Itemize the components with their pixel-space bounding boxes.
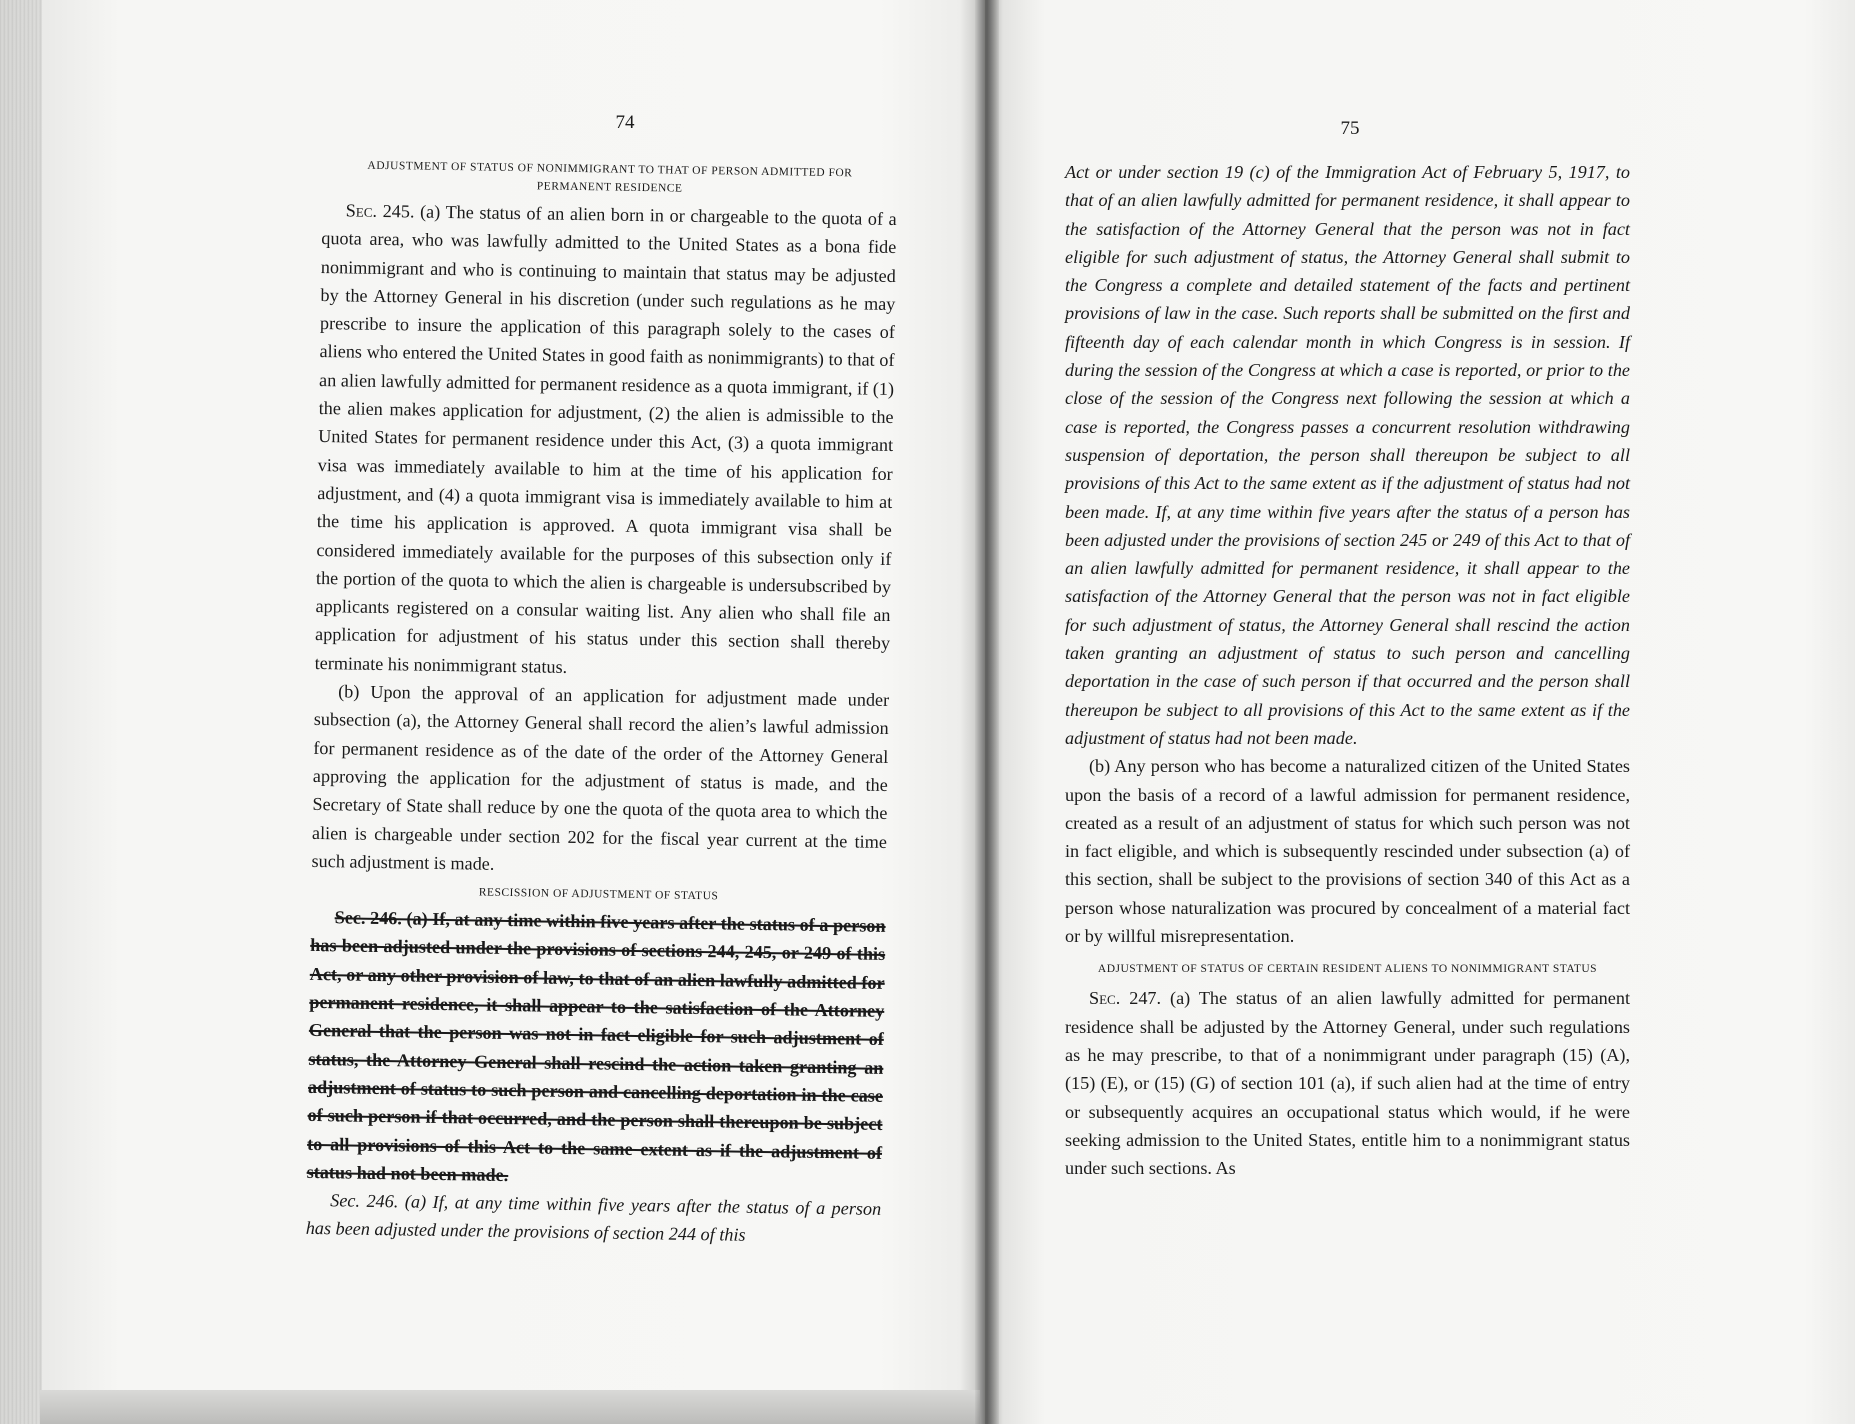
page-number-left: 74 xyxy=(615,112,635,133)
book-gutter xyxy=(975,0,999,1424)
sec-246-b: (b) Any person who has become a naturalized citizen of the United States upon the basis of a record of a lawful admission for permanent residence, created as a result of an adjustment of status for which such person was not in fact eligible, and which is subsequently rescinded under subsection (a) of this section, shall be subject to the provisions of section 340 of this Act as a person whose naturalization was procured by concealment of a material fact or by willful misrepresentation. xyxy=(1065,756,1630,947)
page-edges xyxy=(0,0,42,1424)
sec-label: Sec. xyxy=(1089,988,1121,1009)
sec-label: Sec. xyxy=(345,200,378,221)
sec-245-b: (b) Upon the approval of an application for adjustment made under subsection (a), the Attorney General shall record the alien’s lawful admission for permanent residence as of the date of the order of the Attorney General approving the application for the adjustment of status is made, and the Secretary of State shall reduce by one the quota of the quota area to which the alien is chargeable under section 202 for the fiscal year current at the time such adjustment is made. xyxy=(311,681,890,874)
sec-246-continued: Act or under section 19 (c) of the Immigration Act of February 5, 1917, to that of an alien lawfully admitted for permanent residence, it shall appear to the satisfaction of the Attorney General that the person was not in fact eligible for such adjustment of status, the Attorney General shall submit to the Congress a complete and detailed statement of the facts and pertinent provisions of law in the case. Such reports shall be submitted on the first and fifteenth day of each calendar month in which Congress is in session. If during the session of the Congress at which a case is reported, or prior to the close of the session of the Congress next following the session at which a case is reported, the Congress passes a concurrent resolution withdrawing suspension of deportation, the person shall thereupon be subject to all provisions of this Act to the same extent as if the adjustment of status had not been made. If, at any time within five years after the status of a person has been adjusted under the provisions of section 245 or 249 of this Act to that of an alien lawfully admitted for permanent residence, it shall appear to the satisfaction of the Attorney General that the person was not in fact eligible for such adjustment of status, the Attorney General shall rescind the action taken granting an adjustment of status to such person and cancelling deportation in the case of such person if that occurred and the person shall thereupon be subject to all provisions of this Act to the same extent as if the adjustment of status had not been made. xyxy=(1065,162,1630,748)
left-page-text xyxy=(305,159,897,1252)
page-number-right: 75 xyxy=(1340,118,1360,139)
sec-246-new-text: Sec. 246. (a) If, at any time within five years after the status of a person has been adjusted under the provisions of section 244 of this xyxy=(305,1190,882,1246)
sec-245-a xyxy=(314,196,896,686)
section-heading-246: RESCISSION OF ADJUSTMENT OF STATUS xyxy=(478,886,719,903)
sec-246-struck-text: Sec. 246. (a) If, at any time within five years after the status of a person has been adjusted under the provisions of sections 244, 245, or 249 of this Act, or any other provision of law, to that of an alien lawfully admitted for permanent residence, it shall appear to the satisfaction of the Attorney General that the person was not in fact eligible for such adjustment of status, the Attorney General shall rescind the action taken granting an adjustment of status to such person and cancelling deportation in the case of such person if that occurred, and the person shall thereupon be subject to all provisions of this Act to the same extent as if the adjustment of status had not been made. xyxy=(306,907,886,1185)
sec-247-a xyxy=(1065,984,1630,1182)
sec-245-a-text: 245. (a) The status of an alien born in or chargeable to the quota of a quota area, who was lawfully admitted to the United States as a bona fide nonimmigrant and who is continuing to maintain that status may be adjusted by the Attorney General in his discretion (under such regulations as he may prescribe to insure the application of this paragraph solely to the cases of aliens who entered the United States in good faith as nonimmigrants) to that of an alien lawfully admitted for permanent residence as a quota immigrant, if (1) the alien makes application for adjustment, (2) the alien is admissible to the United States for permanent residence under this Act, (3) a quota immigrant visa was immediately available to him at the time of his application for adjustment, and (4) a quota immigrant visa is immediately available to him at the time his application is approved. A quota immigrant visa shall be considered immediately available for the purposes of this subsection only if the portion of the quota to which the alien is chargeable is undersubscribed by applicants registered on a consular waiting list. Any alien who shall file an application for adjustment of his status under this section shall thereby terminate his nonimmigrant status. xyxy=(314,200,897,677)
bottom-edge xyxy=(40,1390,980,1424)
right-page-text xyxy=(1065,158,1630,1182)
sec-247-a-text: 247. (a) The status of an alien lawfully admitted for permanent residence shall be adjusted by the Attorney General, under such regulations as he may prescribe, to that of a nonimmigrant under paragraph (15) (A), (15) (E), or (15) (G) of section 101 (a), if such alien had at the time of entry or subsequently acquires an occupational status which would, if he were seeking admission to the United States, entitle him to a nonimmigrant status under such sections. As xyxy=(1065,988,1630,1179)
section-heading-245: ADJUSTMENT OF STATUS OF NONIMMIGRANT TO THAT OF PERSON ADMITTED FOR PERMANENT RESIDENCE xyxy=(367,159,853,195)
section-heading-247: ADJUSTMENT OF STATUS OF CERTAIN RESIDENT ALIENS TO NONIMMIGRANT STATUS xyxy=(1097,963,1598,976)
